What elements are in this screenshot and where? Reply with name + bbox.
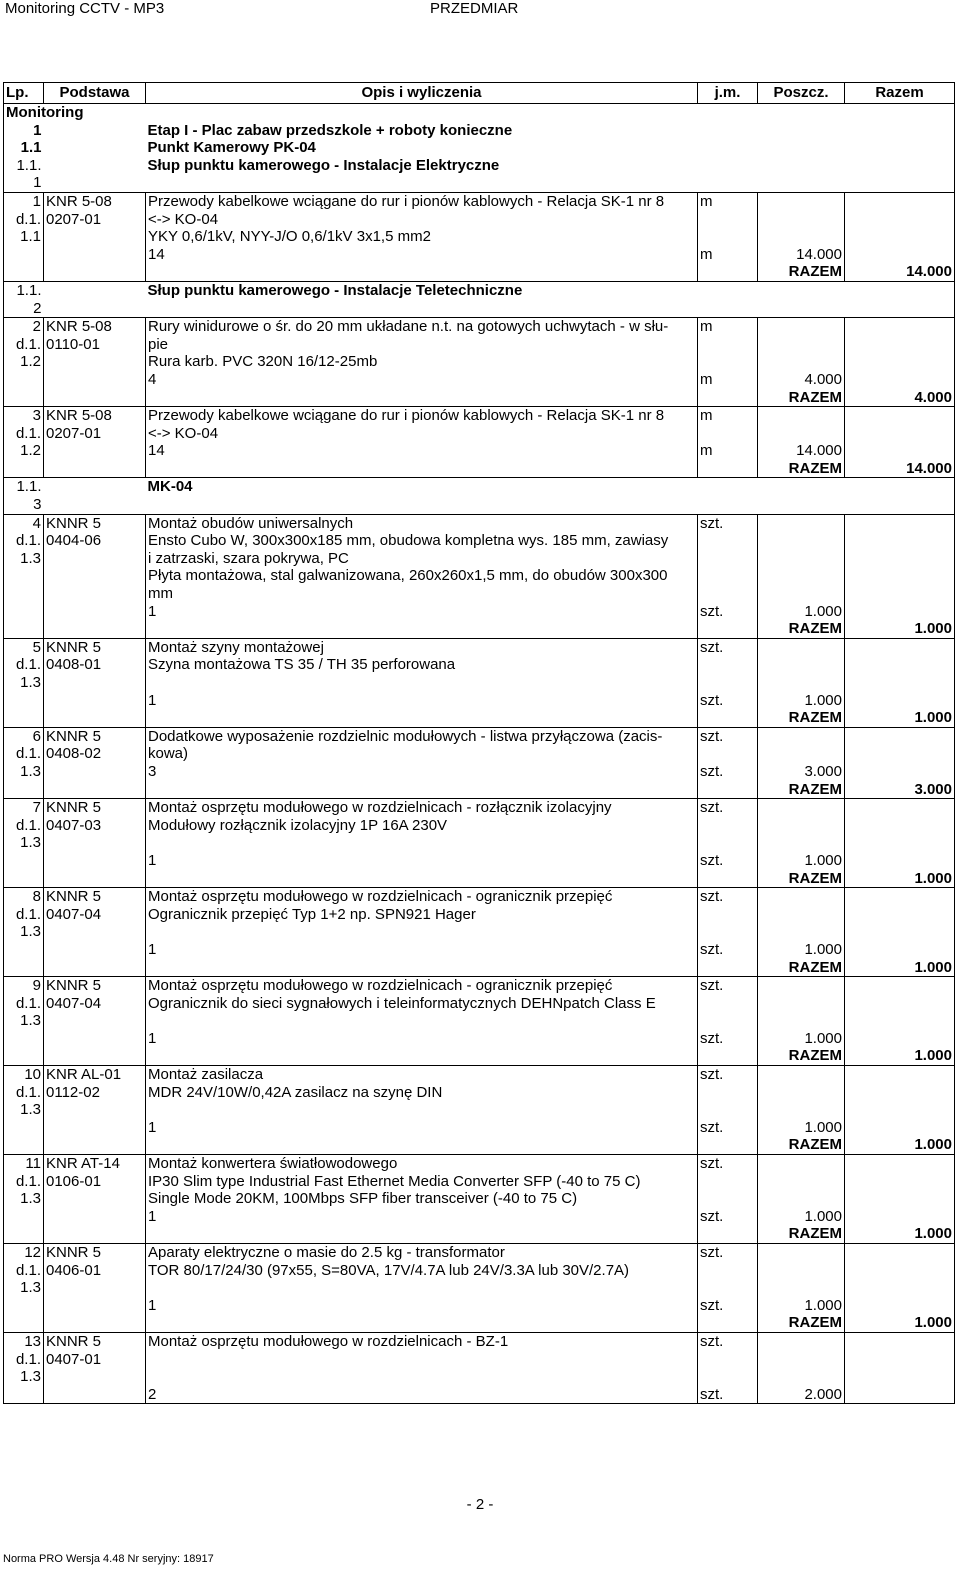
razem-row xyxy=(4,263,955,281)
calc-poszcz: 1.000 xyxy=(758,603,845,621)
item-unit: szt. xyxy=(698,1244,758,1297)
calc-razem-empty xyxy=(845,603,955,621)
calc-unit: szt. xyxy=(698,852,758,870)
subsection-lp: 1.1. 2 xyxy=(4,281,44,317)
razem-spacer xyxy=(698,959,758,977)
item-row xyxy=(4,1244,955,1297)
razem-value: 1.000 xyxy=(845,1047,955,1065)
razem-value: 4.000 xyxy=(845,389,955,407)
calc-expression: 1 xyxy=(146,1297,698,1315)
razem-spacer xyxy=(698,620,758,638)
item-lp: 11 d.1. 1.3 xyxy=(4,1155,44,1244)
item-lp: 3 d.1. 1.2 xyxy=(4,407,44,478)
item-unit: szt. xyxy=(698,1332,758,1385)
calc-poszcz: 1.000 xyxy=(758,1030,845,1048)
item-row xyxy=(4,1332,955,1385)
razem-spacer xyxy=(146,460,698,478)
razem-label: RAZEM xyxy=(758,781,845,799)
item-poszcz-empty xyxy=(758,318,845,371)
item-10 xyxy=(4,1066,955,1155)
calc-razem-empty xyxy=(845,371,955,389)
calc-razem-empty xyxy=(845,1297,955,1315)
razem-label: RAZEM xyxy=(758,870,845,888)
item-description: Montaż szyny montażowej Szyna montażowa TS 35 / TH 35 perforowana xyxy=(146,638,698,691)
razem-spacer xyxy=(146,1047,698,1065)
item-row xyxy=(4,638,955,691)
calc-row xyxy=(4,692,955,710)
item-poszcz-empty xyxy=(758,1066,845,1119)
item-unit: m xyxy=(698,318,758,371)
calc-expression: 1 xyxy=(146,941,698,959)
col-header-description: Opis i wyliczenia xyxy=(146,83,698,104)
item-row xyxy=(4,514,955,602)
item-razem-empty xyxy=(845,977,955,1030)
col-header-basis: Podstawa xyxy=(44,83,146,104)
razem-row xyxy=(4,870,955,888)
item-basis: KNR 5-08 0207-01 xyxy=(44,192,146,281)
calc-unit: szt. xyxy=(698,1030,758,1048)
calc-row xyxy=(4,1297,955,1315)
col-header-razem: Razem xyxy=(845,83,955,104)
item-description: Montaż osprzętu modułowego w rozdzielnicach - BZ-1 xyxy=(146,1332,698,1385)
calc-unit: m xyxy=(698,246,758,264)
calc-row xyxy=(4,1119,955,1137)
item-unit: m xyxy=(698,407,758,443)
item-12 xyxy=(4,1244,955,1333)
calc-razem-empty xyxy=(845,1208,955,1226)
item-poszcz-empty xyxy=(758,514,845,602)
calc-row xyxy=(4,852,955,870)
item-basis: KNNR 5 0407-04 xyxy=(44,888,146,977)
calc-expression: 1 xyxy=(146,852,698,870)
item-lp: 13 d.1. 1.3 xyxy=(4,1332,44,1403)
item-unit: szt. xyxy=(698,888,758,941)
razem-spacer xyxy=(146,620,698,638)
item-row xyxy=(4,192,955,245)
item-lp: 9 d.1. 1.3 xyxy=(4,977,44,1066)
item-razem-empty xyxy=(845,407,955,443)
razem-value: 3.000 xyxy=(845,781,955,799)
punkt-row xyxy=(4,139,955,157)
item-unit: szt. xyxy=(698,977,758,1030)
razem-label: RAZEM xyxy=(758,1136,845,1154)
item-row xyxy=(4,1155,955,1208)
calc-expression: 2 xyxy=(146,1386,698,1404)
calc-poszcz: 1.000 xyxy=(758,941,845,959)
razem-row xyxy=(4,781,955,799)
razem-row xyxy=(4,460,955,478)
item-unit: szt. xyxy=(698,799,758,852)
calc-poszcz: 1.000 xyxy=(758,1119,845,1137)
calc-row xyxy=(4,246,955,264)
item-lp: 1 d.1. 1.1 xyxy=(4,192,44,281)
col-header-unit: j.m. xyxy=(698,83,758,104)
subsection-row xyxy=(4,281,955,317)
razem-spacer xyxy=(146,870,698,888)
calc-row xyxy=(4,763,955,781)
item-basis: KNR 5-08 0207-01 xyxy=(44,407,146,478)
calc-unit: szt. xyxy=(698,1297,758,1315)
punkt-lp: 1.1 xyxy=(4,139,44,157)
calc-poszcz: 2.000 xyxy=(758,1386,845,1404)
item-description: Montaż osprzętu modułowego w rozdzielnicach - ogranicznik przepięć Ogranicznik do sieci sygnałowych i teleinformatycznych DEHNpatch Class E xyxy=(146,977,698,1030)
item-row xyxy=(4,407,955,443)
razem-spacer xyxy=(698,263,758,281)
item-4 xyxy=(4,514,955,638)
item-poszcz-empty xyxy=(758,192,845,245)
etap-title: Etap I - Plac zabaw przedszkole + roboty konieczne xyxy=(147,121,513,139)
table-header-row xyxy=(4,83,955,104)
item-5 xyxy=(4,638,955,727)
calc-poszcz: 14.000 xyxy=(758,442,845,460)
razem-spacer xyxy=(146,389,698,407)
item-poszcz-empty xyxy=(758,799,845,852)
document-type: PRZEDMIAR xyxy=(430,0,519,17)
item-poszcz-empty xyxy=(758,977,845,1030)
calc-unit: szt. xyxy=(698,1208,758,1226)
razem-spacer xyxy=(698,389,758,407)
subsection-row xyxy=(4,157,955,193)
item-basis: KNNR 5 0407-01 xyxy=(44,1332,146,1403)
razem-value: 1.000 xyxy=(845,620,955,638)
razem-row xyxy=(4,709,955,727)
item-unit: szt. xyxy=(698,727,758,763)
razem-row xyxy=(4,1136,955,1154)
calc-expression: 14 xyxy=(146,442,698,460)
calc-unit: szt. xyxy=(698,1386,758,1404)
item-basis: KNNR 5 0408-01 xyxy=(44,638,146,727)
item-poszcz-empty xyxy=(758,407,845,443)
item-razem-empty xyxy=(845,799,955,852)
calc-razem-empty xyxy=(845,1386,955,1404)
calc-row xyxy=(4,1386,955,1404)
razem-label: RAZEM xyxy=(758,620,845,638)
document-title: Monitoring CCTV - MP3 xyxy=(5,0,165,17)
item-razem-empty xyxy=(845,514,955,602)
item-row xyxy=(4,727,955,763)
razem-label: RAZEM xyxy=(758,1314,845,1332)
calc-expression: 1 xyxy=(146,1119,698,1137)
calc-row xyxy=(4,1208,955,1226)
item-13 xyxy=(4,1332,955,1403)
calc-poszcz: 14.000 xyxy=(758,246,845,264)
item-lp: 10 d.1. 1.3 xyxy=(4,1066,44,1155)
item-poszcz-empty xyxy=(758,888,845,941)
calc-poszcz: 1.000 xyxy=(758,1208,845,1226)
razem-spacer xyxy=(146,1314,698,1332)
etap-lp: 1 xyxy=(4,122,44,140)
item-razem-empty xyxy=(845,888,955,941)
col-header-poszcz: Poszcz. xyxy=(758,83,845,104)
calc-expression: 1 xyxy=(146,692,698,710)
calc-row xyxy=(4,442,955,460)
razem-label: RAZEM xyxy=(758,389,845,407)
item-3 xyxy=(4,407,955,478)
razem-spacer xyxy=(146,1136,698,1154)
software-info: Norma PRO Wersja 4.48 Nr seryjny: 18917 xyxy=(3,1553,214,1565)
razem-spacer xyxy=(698,1314,758,1332)
item-basis: KNNR 5 0407-04 xyxy=(44,977,146,1066)
item-unit: szt. xyxy=(698,1066,758,1119)
item-description: Przewody kabelkowe wciągane do rur i pionów kablowych - Relacja SK-1 nr 8 <-> KO-04 YKY 0,6/1kV, NYY-J/O 0,6/1kV 3x1,5 mm2 xyxy=(146,192,698,245)
razem-value: 1.000 xyxy=(845,959,955,977)
item-description: Montaż zasilacza MDR 24V/10W/0,42A zasilacz na szynę DIN xyxy=(146,1066,698,1119)
subsection-title: MK-04 xyxy=(146,478,845,514)
calc-row xyxy=(4,1030,955,1048)
calc-poszcz: 1.000 xyxy=(758,1297,845,1315)
item-description: Przewody kabelkowe wciągane do rur i pionów kablowych - Relacja SK-1 nr 8 <-> KO-04 xyxy=(146,407,698,443)
calc-row xyxy=(4,371,955,389)
item-poszcz-empty xyxy=(758,1155,845,1208)
item-description: Montaż konwertera światłowodowego IP30 Slim type Industrial Fast Ethernet Media Converter SFP (-40 to 75 C) Single Mode 20KM, 100Mbps SFP fiber transceiver (-40 to 75 C) xyxy=(146,1155,698,1208)
item-razem-empty xyxy=(845,1066,955,1119)
item-7 xyxy=(4,799,955,888)
razem-spacer xyxy=(698,709,758,727)
calc-expression: 1 xyxy=(146,1208,698,1226)
section-title: Monitoring xyxy=(4,104,955,122)
razem-label: RAZEM xyxy=(758,1225,845,1243)
item-row xyxy=(4,1066,955,1119)
calc-unit: szt. xyxy=(698,763,758,781)
razem-row xyxy=(4,1314,955,1332)
item-unit: szt. xyxy=(698,1155,758,1208)
item-description: Dodatkowe wyposażenie rozdzielnic modułowych - listwa przyłączowa (zacis- kowa) xyxy=(146,727,698,763)
item-unit: szt. xyxy=(698,514,758,602)
razem-spacer xyxy=(146,959,698,977)
calc-razem-empty xyxy=(845,1119,955,1137)
calc-unit: m xyxy=(698,371,758,389)
calc-razem-empty xyxy=(845,442,955,460)
item-lp: 2 d.1. 1.2 xyxy=(4,318,44,407)
etap-row xyxy=(4,122,955,140)
bill-of-quantities-table xyxy=(3,82,955,1404)
razem-spacer xyxy=(698,781,758,799)
calc-unit: szt. xyxy=(698,941,758,959)
razem-value: 14.000 xyxy=(845,263,955,281)
item-poszcz-empty xyxy=(758,638,845,691)
razem-spacer xyxy=(146,263,698,281)
calc-unit: szt. xyxy=(698,603,758,621)
calc-razem-empty xyxy=(845,1030,955,1048)
razem-spacer xyxy=(698,1136,758,1154)
item-basis: KNNR 5 0404-06 xyxy=(44,514,146,638)
punkt-title: Punkt Kamerowy PK-04 xyxy=(147,139,316,157)
item-description: Montaż osprzętu modułowego w rozdzielnicach - ogranicznik przepięć Ogranicznik przepięć Typ 1+2 np. SPN921 Hager xyxy=(146,888,698,941)
razem-label: RAZEM xyxy=(758,709,845,727)
item-row xyxy=(4,799,955,852)
razem-value: 1.000 xyxy=(845,1314,955,1332)
calc-expression: 1 xyxy=(146,1030,698,1048)
calc-poszcz: 4.000 xyxy=(758,371,845,389)
calc-razem-empty xyxy=(845,852,955,870)
razem-row xyxy=(4,1225,955,1243)
calc-poszcz: 1.000 xyxy=(758,852,845,870)
razem-value: 1.000 xyxy=(845,870,955,888)
razem-spacer xyxy=(698,870,758,888)
calc-unit: m xyxy=(698,442,758,460)
razem-value: 1.000 xyxy=(845,709,955,727)
section-row xyxy=(4,104,955,122)
subsection-row xyxy=(4,478,955,514)
item-9 xyxy=(4,977,955,1066)
calc-poszcz: 3.000 xyxy=(758,763,845,781)
calc-expression: 3 xyxy=(146,763,698,781)
razem-value: 1.000 xyxy=(845,1136,955,1154)
item-description: Montaż obudów uniwersalnych Ensto Cubo W, 300x300x185 mm, obudowa kompletna wys. 185 mm, zawiasy i zatrzaski, szara pokrywa, PC Płyta montażowa, stal galwanizowana, 260x260x1,5 mm, do obudów 300x300 mm xyxy=(146,514,698,602)
item-description: Aparaty elektryczne o masie do 2.5 kg - transformator TOR 80/17/24/30 (97x55, S=80VA, 17V/4.7A lub 24V/3.3A lub 30V/2.7A) xyxy=(146,1244,698,1297)
razem-label: RAZEM xyxy=(758,959,845,977)
item-1 xyxy=(4,192,955,281)
calc-unit: szt. xyxy=(698,692,758,710)
razem-value: 14.000 xyxy=(845,460,955,478)
item-razem-empty xyxy=(845,192,955,245)
calc-expression: 4 xyxy=(146,371,698,389)
col-header-lp: Lp. xyxy=(4,83,44,104)
subsection-lp: 1.1. 3 xyxy=(4,478,44,514)
subsection-lp: 1.1. 1 xyxy=(4,157,44,193)
item-lp: 5 d.1. 1.3 xyxy=(4,638,44,727)
razem-value: 1.000 xyxy=(845,1225,955,1243)
item-basis: KNNR 5 0408-02 xyxy=(44,727,146,798)
calc-razem-empty xyxy=(845,763,955,781)
subsection-title: Słup punktu kamerowego - Instalacje Elektryczne xyxy=(147,156,500,174)
item-lp: 7 d.1. 1.3 xyxy=(4,799,44,888)
item-razem-empty xyxy=(845,727,955,763)
razem-spacer xyxy=(146,1225,698,1243)
item-row xyxy=(4,318,955,371)
razem-spacer xyxy=(698,1225,758,1243)
item-basis: KNR AT-14 0106-01 xyxy=(44,1155,146,1244)
item-description: Montaż osprzętu modułowego w rozdzielnicach - rozłącznik izolacyjny Modułowy rozłącznik izolacyjny 1P 16A 230V xyxy=(146,799,698,852)
razem-label: RAZEM xyxy=(758,1047,845,1065)
item-11 xyxy=(4,1155,955,1244)
calc-razem-empty xyxy=(845,941,955,959)
razem-row xyxy=(4,620,955,638)
razem-spacer xyxy=(146,709,698,727)
item-lp: 8 d.1. 1.3 xyxy=(4,888,44,977)
calc-expression: 14 xyxy=(146,246,698,264)
razem-spacer xyxy=(698,1047,758,1065)
razem-row xyxy=(4,959,955,977)
item-lp: 12 d.1. 1.3 xyxy=(4,1244,44,1333)
item-razem-empty xyxy=(845,1155,955,1208)
calc-expression: 1 xyxy=(146,603,698,621)
item-6 xyxy=(4,727,955,798)
item-basis: KNNR 5 0407-03 xyxy=(44,799,146,888)
item-8 xyxy=(4,888,955,977)
item-basis: KNR 5-08 0110-01 xyxy=(44,318,146,407)
subsection-title: Słup punktu kamerowego - Instalacje Teletechniczne xyxy=(146,281,845,317)
item-poszcz-empty xyxy=(758,1244,845,1297)
razem-label: RAZEM xyxy=(758,460,845,478)
calc-razem-empty xyxy=(845,246,955,264)
razem-label: RAZEM xyxy=(758,263,845,281)
item-razem-empty xyxy=(845,638,955,691)
item-2 xyxy=(4,318,955,407)
razem-spacer xyxy=(146,781,698,799)
razem-row xyxy=(4,389,955,407)
item-poszcz-empty xyxy=(758,727,845,763)
calc-unit: szt. xyxy=(698,1119,758,1137)
page-number: - 2 - xyxy=(466,1496,494,1513)
calc-poszcz: 1.000 xyxy=(758,692,845,710)
item-razem-empty xyxy=(845,1332,955,1385)
item-razem-empty xyxy=(845,318,955,371)
item-unit: szt. xyxy=(698,638,758,691)
calc-razem-empty xyxy=(845,692,955,710)
item-basis: KNR AL-01 0112-02 xyxy=(44,1066,146,1155)
calc-row xyxy=(4,603,955,621)
razem-spacer xyxy=(698,460,758,478)
item-row xyxy=(4,977,955,1030)
item-poszcz-empty xyxy=(758,1332,845,1385)
item-unit: m xyxy=(698,192,758,245)
item-row xyxy=(4,888,955,941)
item-razem-empty xyxy=(845,1244,955,1297)
calc-row xyxy=(4,941,955,959)
item-lp: 4 d.1. 1.3 xyxy=(4,514,44,638)
razem-row xyxy=(4,1047,955,1065)
item-basis: KNNR 5 0406-01 xyxy=(44,1244,146,1333)
item-lp: 6 d.1. 1.3 xyxy=(4,727,44,798)
item-description: Rury winidurowe o śr. do 20 mm układane n.t. na gotowych uchwytach - w słu- pie Rura karb. PVC 320N 16/12-25mb xyxy=(146,318,698,371)
